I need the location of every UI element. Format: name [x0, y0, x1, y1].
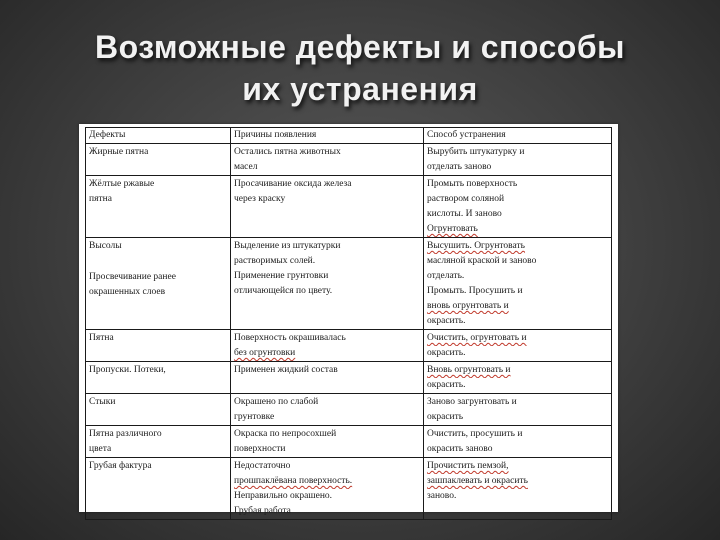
cell-line: окрасить — [427, 412, 464, 422]
defects-table — [85, 127, 612, 520]
fix-cell — [424, 176, 612, 238]
slide-title-line-1: Возможные дефекты и способы — [95, 29, 625, 65]
cell-line: Промыть. Просушить и — [427, 286, 523, 296]
cell-line: отличающейся по цвету. — [234, 286, 333, 296]
cell-line: поверхности — [234, 444, 286, 454]
cause-cell — [231, 176, 424, 238]
cell-line: окрашенных слоев — [89, 287, 166, 297]
cell-line: Прочистить пемзой, — [427, 461, 509, 471]
defect-cell — [86, 176, 231, 238]
cell-line: Грубая фактура — [89, 461, 152, 471]
cell-line: Жирные пятна — [89, 147, 149, 157]
header-defects: Дефекты — [86, 128, 231, 144]
cell-line: Просвечивание ранее — [89, 272, 176, 282]
table-row — [86, 144, 612, 176]
cell-line: Очистить, просушить и — [427, 429, 523, 439]
cause-cell — [231, 394, 424, 426]
header-causes: Причины появления — [231, 128, 424, 144]
cell-line: Неправильно окрашено. — [234, 491, 333, 501]
cell-line: отделать. — [427, 271, 465, 281]
cell-line: Остались пятна животных — [234, 147, 341, 157]
cell-line: грунтовке — [234, 412, 275, 422]
table-row — [86, 176, 612, 238]
slide-title-line-2: их устранения — [242, 71, 478, 107]
cell-line: Пропуски. Потеки, — [89, 365, 166, 375]
cell-line: Просачивание оксида железа — [234, 179, 352, 189]
cell-line: раствором соляной — [427, 194, 505, 204]
cause-cell — [231, 144, 424, 176]
defect-cell — [86, 144, 231, 176]
cell-line: Жёлтые ржавые — [89, 179, 155, 189]
defect-cell — [86, 238, 231, 330]
header-fix: Способ устранения — [424, 128, 612, 144]
cell-line: Стыки — [89, 397, 116, 407]
cell-line: Грубая работа — [234, 506, 291, 516]
cell-line: Высушить. Огрунтовать — [427, 241, 526, 251]
slide-title — [0, 26, 720, 110]
defect-cell — [86, 394, 231, 426]
cell-line: Промыть поверхность — [427, 179, 518, 189]
defect-cell — [86, 330, 231, 362]
cell-line: Недостаточно — [234, 461, 291, 471]
fix-cell — [424, 238, 612, 330]
cause-cell — [231, 458, 424, 520]
cell-line: прошпаклёвана поверхность. — [234, 476, 353, 486]
cell-line: окрасить. — [427, 316, 466, 326]
cell-line: кислоты. И заново — [427, 209, 502, 219]
cell-line: Поверхность окрашивалась — [234, 333, 346, 343]
cell-line: Высолы — [89, 241, 122, 251]
table-image — [79, 124, 618, 516]
defect-cell — [86, 426, 231, 458]
cell-line: Окраска по непросохшей — [234, 429, 337, 439]
cell-line: Огрунтовать — [427, 224, 478, 234]
table-header-row — [86, 128, 612, 144]
cell-line: Окрашено по слабой — [234, 397, 319, 407]
cell-line: Вырубить штукатурку и — [427, 147, 525, 157]
fix-cell — [424, 330, 612, 362]
table-row — [86, 394, 612, 426]
defect-cell — [86, 362, 231, 394]
cell-line: через краску — [234, 194, 286, 204]
fix-cell — [424, 458, 612, 520]
cell-line: масел — [234, 162, 258, 172]
cell-line: Пятна — [89, 333, 114, 343]
cell-line: Пятна различного — [89, 429, 162, 439]
cell-line: пятна — [89, 194, 112, 204]
cell-line: масляной краской и заново — [427, 256, 537, 266]
cell-line: зашпаклевать и окрасить — [427, 476, 528, 486]
cell-line: окрасить. — [427, 348, 466, 358]
table-row — [86, 458, 612, 520]
cell-line: без огрунтовки — [234, 348, 296, 358]
table-row — [86, 426, 612, 458]
cell-line: Выделение из штукатурки — [234, 241, 341, 251]
cell-line: Очистить, огрунтовать и — [427, 333, 527, 343]
cause-cell — [231, 238, 424, 330]
cell-line: Применен жидкий состав — [234, 365, 338, 375]
cell-line: цвета — [89, 444, 112, 454]
fix-cell — [424, 362, 612, 394]
cause-cell — [231, 330, 424, 362]
cell-line: окрасить заново — [427, 444, 493, 454]
cause-cell — [231, 426, 424, 458]
cell-line: Заново загрунтовать и — [427, 397, 517, 407]
cell-line: вновь огрунтовать и — [427, 301, 509, 311]
defect-cell — [86, 458, 231, 520]
cell-line: заново. — [427, 491, 457, 501]
cell-line: окрасить. — [427, 380, 466, 390]
table-row — [86, 330, 612, 362]
cell-line: Применение грунтовки — [234, 271, 329, 281]
cell-line: отделать заново — [427, 162, 492, 172]
table-row — [86, 362, 612, 394]
table-row — [86, 238, 612, 330]
fix-cell — [424, 394, 612, 426]
fix-cell — [424, 426, 612, 458]
fix-cell — [424, 144, 612, 176]
cell-line: растворимых солей. — [234, 256, 316, 266]
cause-cell — [231, 362, 424, 394]
cell-line: Вновь огрунтовать и — [427, 365, 511, 375]
